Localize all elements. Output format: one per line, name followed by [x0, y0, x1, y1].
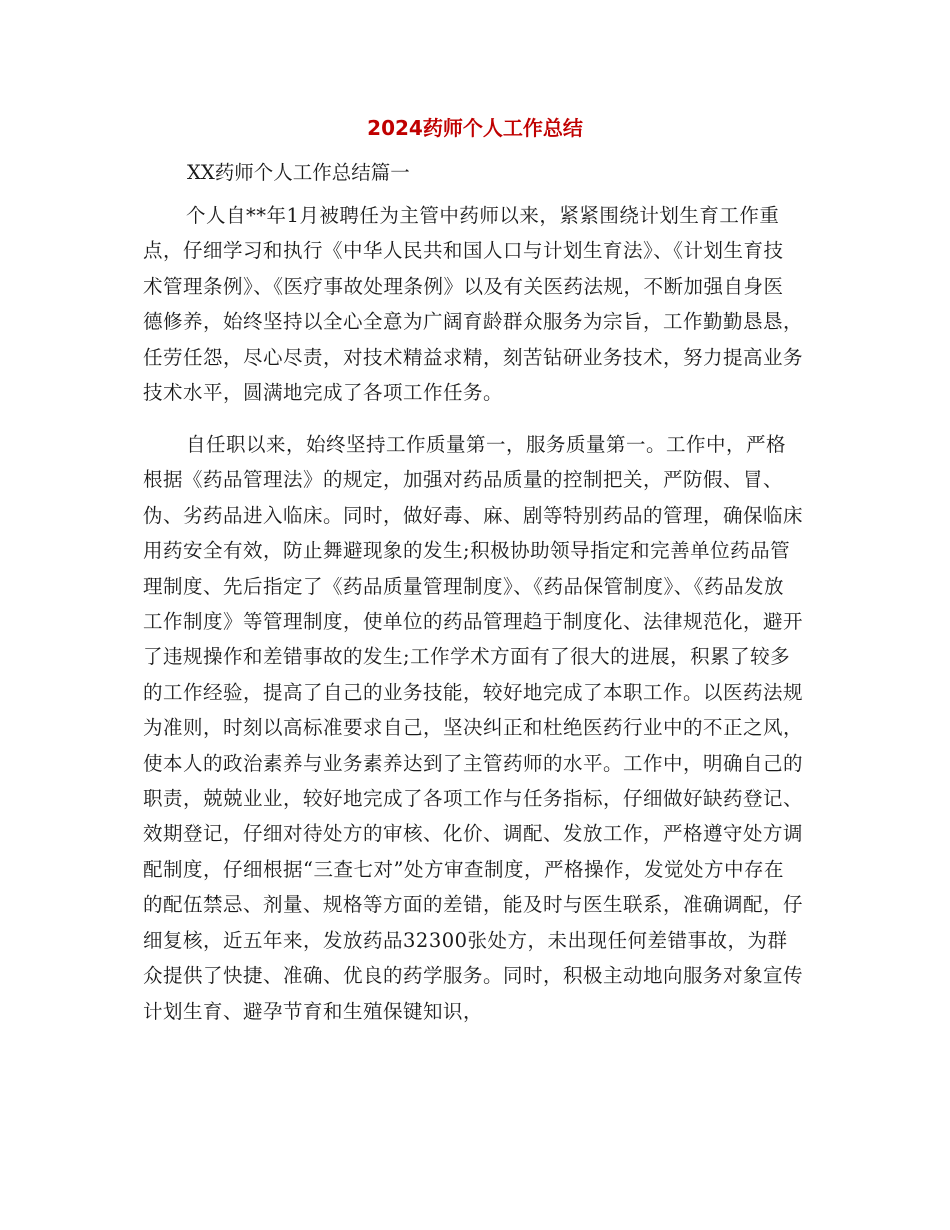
body-paragraph-1: 个人自**年1月被聘任为主管中药师以来，紧紧围绕计划生育工作重点，仔细学习和执行《中华人民共和国人口与计划生育法》、《计划生育技术管理条例》、《医疗事故处理条例》以及有关医药法规，不断加强自身医德修养，始终坚持以全心全意为广阔育龄群众服务为宗旨，工作勤勤恳恳，任劳任怨，尽心尽责，对技术精益求精，刻苦钻研业务技术，努力提高业务技术水平，圆满地完成了各项工作任务。 [143, 204, 804, 405]
body-paragraph-2: 自任职以来，始终坚持工作质量第一，服务质量第一。工作中，严格根据《药品管理法》的规定，加强对药品质量的控制把关，严防假、冒、伪、劣药品进入临床。同时，做好毒、麻、剧等特别药品的管理，确保临床用药安全有效，防止舞避现象的发生;积极协助领导指定和完善单位药品管理制度、先后指定了《药品质量管理制度》、《药品保管制度》、《药品发放工作制度》等管理制度，使单位的药品管理趋于制度化、法律规范化，避开了违规操作和差错事故的发生;工作学术方面有了很大的进展，积累了较多的工作经验，提高了自己的业务技能，较好地完成了本职工作。以医药法规为准则，时刻以高标准要求自己，坚决纠正和杜绝医药行业中的不正之风，使本人的政治素养与业务素养达到了主管药师的水平。工作中，明确自己的职责，兢兢业业，较好地完成了各项工作与任务指标，仔细做好缺药登记、效期登记，仔细对待处方的审核、化价、调配、发放工作，严格遵守处方调配制度，仔细根据“三查七对”处方审查制度，严格操作，发觉处方中存在的配伍禁忌、剂量、规格等方面的差错，能及时与医生联系，准确调配，仔细复核，近五年来，发放药品32300张处方，未出现任何差错事故，为群众提供了快捷、准确、优良的药学服务。同时，积极主动地向服务对象宣传计划生育、避孕节育和生殖保键知识， [143, 433, 804, 1023]
document-title: 2024药师个人工作总结 [367, 116, 583, 140]
section-heading: XX药师个人工作总结篇一 [187, 161, 410, 184]
